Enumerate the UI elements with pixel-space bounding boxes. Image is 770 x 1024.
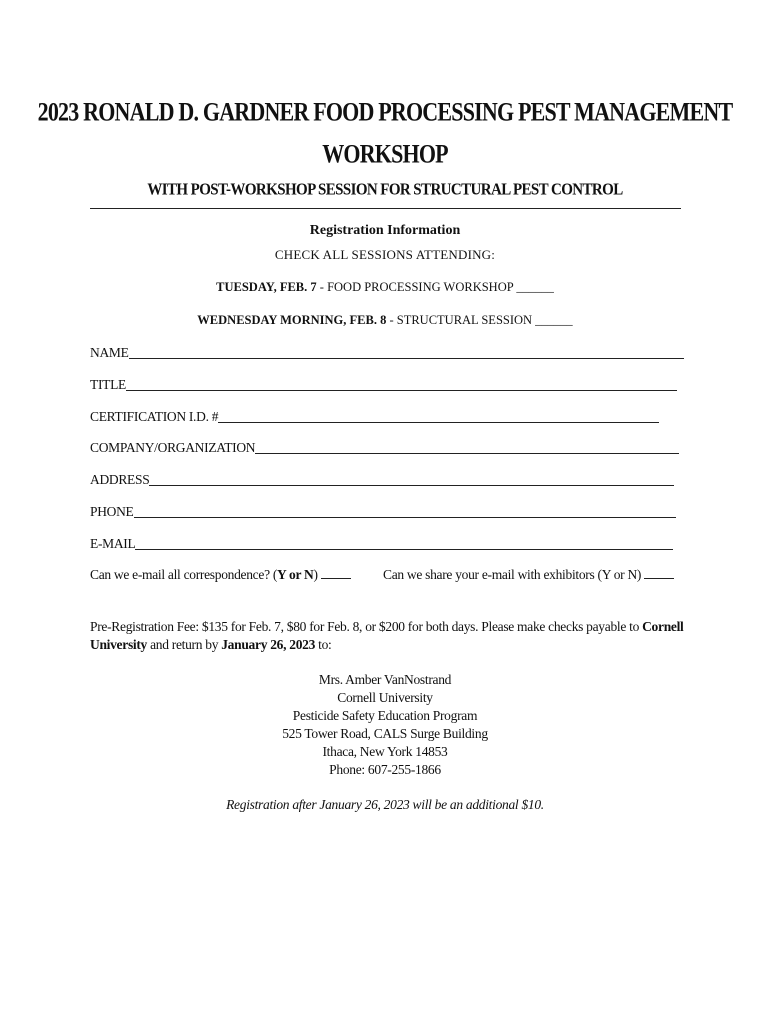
share-email-question xyxy=(383,567,674,583)
session-wednesday-day: WEDNESDAY MORNING, FEB. 8 xyxy=(197,313,387,327)
address-line: 525 Tower Road, CALS Surge Building xyxy=(282,726,488,741)
company-blank[interactable] xyxy=(255,441,679,454)
title-blank[interactable] xyxy=(126,378,677,391)
email-consent-prefix: Can we e-mail all correspondence? ( xyxy=(90,567,278,582)
form-title: 2023 RONALD D. GARDNER FOOD PROCESSING PEST MANAGEMENT xyxy=(37,96,733,127)
fee-return-text: and return by xyxy=(147,637,222,652)
address-line: Mrs. Amber VanNostrand xyxy=(318,672,452,687)
session-instruction: CHECK ALL SESSIONS ATTENDING: xyxy=(274,247,496,262)
payee-name: Cornell University xyxy=(90,619,684,652)
share-email-label: Can we share your e-mail with exhibitors (Y or N) xyxy=(383,567,645,582)
email-consent-yn: Y or N xyxy=(277,567,314,582)
certification-id-field[interactable] xyxy=(90,409,659,425)
company-label: COMPANY/ORGANIZATION xyxy=(90,440,256,455)
form-subtitle: WITH POST-WORKSHOP SESSION FOR STRUCTURAL PEST CONTROL xyxy=(147,180,623,200)
name-blank[interactable] xyxy=(129,346,684,359)
email-field[interactable] xyxy=(90,536,673,552)
session-wednesday-name: - STRUCTURAL SESSION ______ xyxy=(386,313,573,327)
session-tuesday-day: TUESDAY, FEB. 7 xyxy=(216,280,317,294)
fee-text: Pre-Registration Fee: $135 for Feb. 7, $80 for Feb. 8, or $200 for both days. Please make checks payable to xyxy=(90,619,643,634)
email-consent-question xyxy=(90,567,351,583)
email-blank[interactable] xyxy=(135,537,673,550)
address-line: Cornell University xyxy=(337,690,433,705)
certification-id-label: CERTIFICATION I.D. # xyxy=(90,409,219,424)
certification-id-blank[interactable] xyxy=(218,410,659,423)
address-line: Pesticide Safety Education Program xyxy=(292,708,478,723)
address-line: Ithaca, New York 14853 xyxy=(322,744,448,759)
name-label: NAME xyxy=(90,345,129,360)
company-field[interactable] xyxy=(90,440,679,456)
address-line: Phone: 607-255-1866 xyxy=(329,762,441,777)
registration-heading: Registration Information xyxy=(309,223,461,238)
address-field[interactable] xyxy=(90,472,674,488)
registration-deadline: January 26, 2023 xyxy=(221,637,316,652)
name-field[interactable] xyxy=(90,345,684,361)
session-wednesday[interactable] xyxy=(0,313,770,328)
mailing-address xyxy=(0,671,770,779)
session-tuesday[interactable] xyxy=(0,280,770,295)
email-consent-blank[interactable] xyxy=(321,567,351,579)
email-consent-suffix: ) xyxy=(313,567,321,582)
share-email-blank[interactable] xyxy=(644,567,674,579)
form-title-continued: WORKSHOP xyxy=(322,138,448,169)
phone-blank[interactable] xyxy=(134,505,676,518)
title-field[interactable] xyxy=(90,377,677,393)
late-registration-notice: Registration after January 26, 2023 will be an additional $10. xyxy=(226,797,544,812)
address-blank[interactable] xyxy=(149,473,674,486)
title-label: TITLE xyxy=(90,377,126,392)
phone-field[interactable] xyxy=(90,504,676,520)
fee-to-text: to: xyxy=(315,637,332,652)
phone-label: PHONE xyxy=(90,504,134,519)
email-label: E-MAIL xyxy=(90,536,136,551)
fee-paragraph xyxy=(90,618,684,654)
header-divider xyxy=(90,208,681,209)
session-tuesday-name: - FOOD PROCESSING WORKSHOP ______ xyxy=(316,280,554,294)
address-label: ADDRESS xyxy=(90,472,150,487)
